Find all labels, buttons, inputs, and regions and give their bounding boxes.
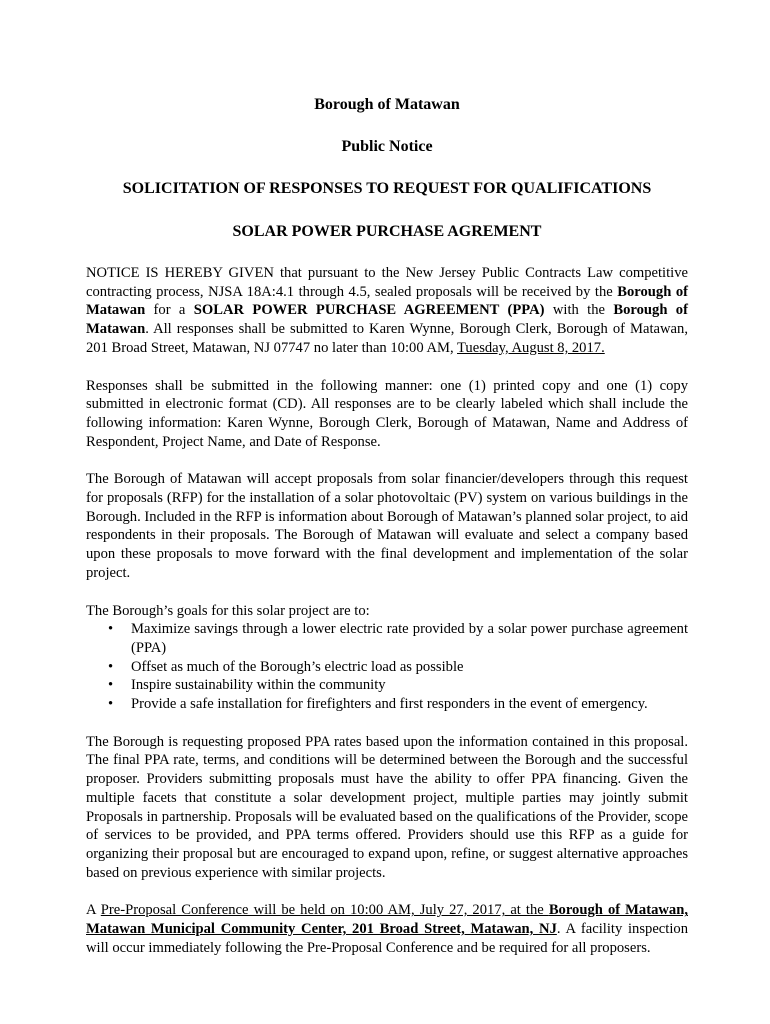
conference-text-2: . A facility inspection will occur immediately following the Pre-Proposal Conference and be required for all proposers. — [86, 921, 688, 956]
notice-text-1: NOTICE IS HEREBY GIVEN that pursuant to the New Jersey Public Contracts Law competitive contracting process, NJSA 18A:4.1 through 4.5, sealed proposals will be received by the — [86, 265, 688, 300]
notice-text-2: for a — [145, 302, 194, 319]
conference-paragraph — [86, 901, 688, 957]
public-notice-heading: Public Notice — [341, 138, 433, 155]
notice-text-4: . All responses shall be submitted to Karen Wynne, Borough Clerk, Borough of Matawan, 201 Broad Street, Matawan, NJ 07747 no later than 10:00 AM, — [86, 321, 688, 356]
list-item: • Inspire sustainability within the community — [131, 676, 688, 695]
goals-list — [86, 620, 688, 714]
borough-heading: Borough of Matawan — [314, 96, 460, 113]
solicitation-heading: SOLICITATION OF RESPONSES TO REQUEST FOR QUALIFICATIONS — [122, 180, 652, 197]
notice-bold-2: SOLAR POWER PURCHASE AGREEMENT (PPA) — [193, 302, 545, 319]
subject-heading: SOLAR POWER PURCHASE AGREMENT — [232, 223, 542, 240]
notice-bold-1: Borough of Matawan — [86, 283, 688, 319]
goals-intro: The Borough’s goals for this solar project are to: — [86, 602, 370, 619]
notice-text-3: with the — [544, 302, 614, 319]
notice-bold-3: Borough of Matawan — [86, 302, 688, 338]
public-notice-document — [86, 96, 688, 977]
rfp-description-paragraph: The Borough of Matawan will accept proposals from solar financier/developers through this request for proposals (RFP) for the installation of a solar photovoltaic (PV) system on various buildings in the Borough. Included in the RFP is information about Borough of Matawan’s planned solar project, to aid respondents in their proposals. The Borough of Matawan will evaluate and select a company based upon these proposals to move forward with the final development and implementation of the solar project. — [86, 471, 688, 581]
list-item: • Offset as much of the Borough’s electric load as possible — [131, 658, 688, 677]
conference-date: Pre-Proposal Conference will be held on 10:00 AM, July 27, 2017, at the — [100, 902, 549, 919]
ppa-rates-paragraph: The Borough is requesting proposed PPA rates based upon the information contained in this proposal. The final PPA rate, terms, and conditions will be determined between the Borough and the successful proposer. Providers submitting proposals must have the ability to offer PPA financing. Given the multiple facets that constitute a solar development project, multiple parties may jointly submit Proposals in partnership. Proposals will be evaluated based on the qualifications of the Provider, scope of services to be provided, and PPA terms offered. Providers should use this RFP as a guide for organizing their proposal but are encouraged to expand upon, refine, or suggest alternative approaches based on previous experience with similar projects. — [86, 733, 688, 881]
deadline-date: Tuesday, August 8, 2017. — [457, 339, 605, 356]
list-item: • Provide a safe installation for firefighters and first responders in the event of emergency. — [131, 695, 688, 714]
conference-location: Borough of Matawan, Matawan Municipal Community Center, 201 Broad Street, Matawan, NJ — [86, 902, 688, 938]
list-item: • Maximize savings through a lower electric rate provided by a solar power purchase agreement (PPA) — [131, 620, 688, 657]
notice-paragraph — [86, 264, 688, 358]
submission-paragraph: Responses shall be submitted in the following manner: one (1) printed copy and one (1) copy submitted in electronic format (CD). All responses are to be clearly labeled which shall include the following information: Karen Wynne, Borough Clerk, Borough of Matawan, Name and Address of Respondent, Project Name, and Date of Response. — [86, 377, 688, 450]
conference-text-1: A — [86, 902, 101, 919]
